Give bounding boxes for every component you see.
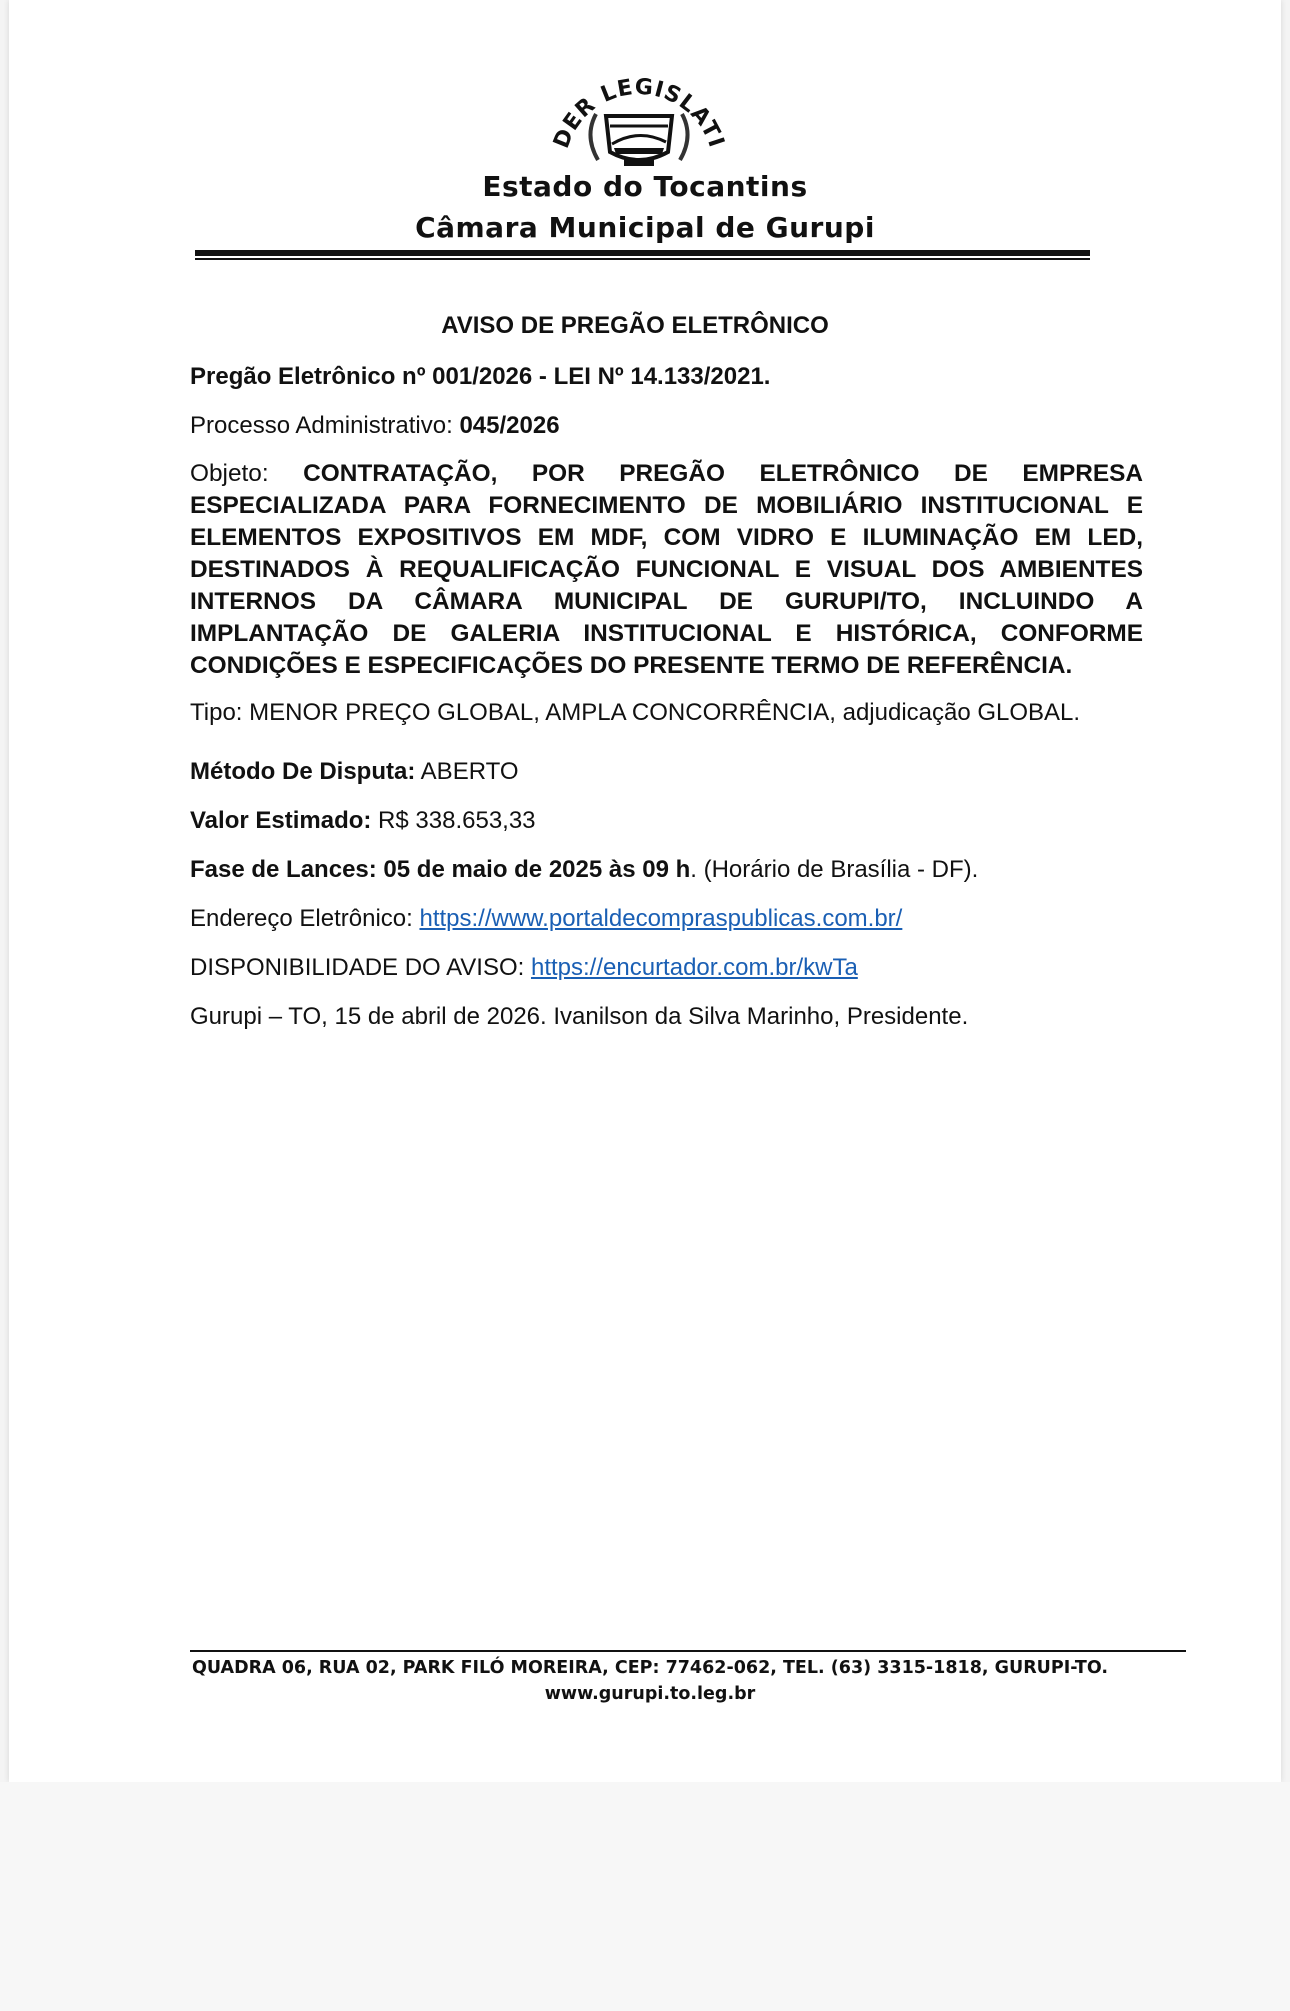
header-chamber: Câmara Municipal de Gurupi (415, 211, 875, 244)
footer-address: QUADRA 06, RUA 02, PARK FILÓ MOREIRA, CEP: 77462-062, TEL. (63) 3315-1818, GURUPI-TO. (191, 1658, 1108, 1678)
processo-value: 045/2026 (459, 412, 560, 439)
objeto-paragraph (190, 458, 1143, 682)
disponibilidade-line (190, 953, 1143, 983)
tipo-line: Tipo: MENOR PREÇO GLOBAL, AMPLA CONCORRÊNCIA, adjudicação GLOBAL. (190, 699, 1081, 726)
header-divider-thin (195, 258, 1090, 260)
endereco-line (190, 904, 1143, 934)
valor-value: R$ 338.653,33 (371, 807, 536, 834)
valor-line (190, 806, 1143, 836)
processo-line (190, 411, 1143, 441)
header-state: Estado do Tocantins (482, 170, 808, 203)
disponibilidade-link[interactable]: https://encurtador.com.br/kwTa (530, 954, 858, 981)
objeto-label: Objeto: (190, 460, 304, 487)
processo-label: Processo Administrativo: (190, 412, 460, 439)
objeto-value: CONTRATAÇÃO, POR PREGÃO ELETRÔNICO DE EMPRESA ESPECIALIZADA PARA FORNECIMENTO DE MOBILIÁRIO INSTITUCIONAL E ELEMENTOS EXPOSITIVOS EM MDF, COM VIDRO E ILUMINAÇÃO EM LED, DESTINADOS À REQUALIFICAÇÃO FUNCIONAL E VISUAL DOS AMBIENTES INTERNOS DA CÂMARA MUNICIPAL DE GURUPI/TO, INCLUINDO A IMPLANTAÇÃO DE GALERIA INSTITUCIONAL E HISTÓRICA, CONFORME CONDIÇÕES E ESPECIFICAÇÕES DO PRESENTE TERMO DE REFERÊNCIA. (190, 460, 1143, 679)
endereco-link[interactable]: https://www.portaldecompraspublicas.com.br/ (419, 905, 903, 932)
metodo-line (190, 757, 1143, 787)
header-divider (195, 250, 1090, 256)
metodo-label: Método De Disputa: (190, 758, 416, 785)
viewer-background (0, 1782, 1290, 2011)
document-page (9, 0, 1281, 1782)
footer-website: www.gurupi.to.leg.br (544, 1684, 756, 1704)
signature-line: Gurupi – TO, 15 de abril de 2026. Ivanilson da Silva Marinho, Presidente. (190, 1003, 969, 1030)
notice-title: AVISO DE PREGÃO ELETRÔNICO (441, 312, 829, 339)
fase-value: . (Horário de Brasília - DF). (690, 856, 979, 883)
endereco-label: Endereço Eletrônico: (190, 905, 420, 932)
fase-label: Fase de Lances: 05 de maio de 2025 às 09 h (190, 856, 691, 883)
pregao-line: Pregão Eletrônico nº 001/2026 - LEI Nº 14.133/2021. (190, 363, 771, 390)
seal-arc-text: DER LEGISLATI (549, 74, 729, 152)
valor-label: Valor Estimado: (190, 807, 372, 834)
disponibilidade-label: DISPONIBILIDADE DO AVISO: (190, 954, 531, 981)
fase-line (190, 855, 1143, 885)
metodo-value: ABERTO (415, 758, 519, 785)
footer-divider (190, 1650, 1186, 1652)
seal-emblem (536, 56, 742, 174)
